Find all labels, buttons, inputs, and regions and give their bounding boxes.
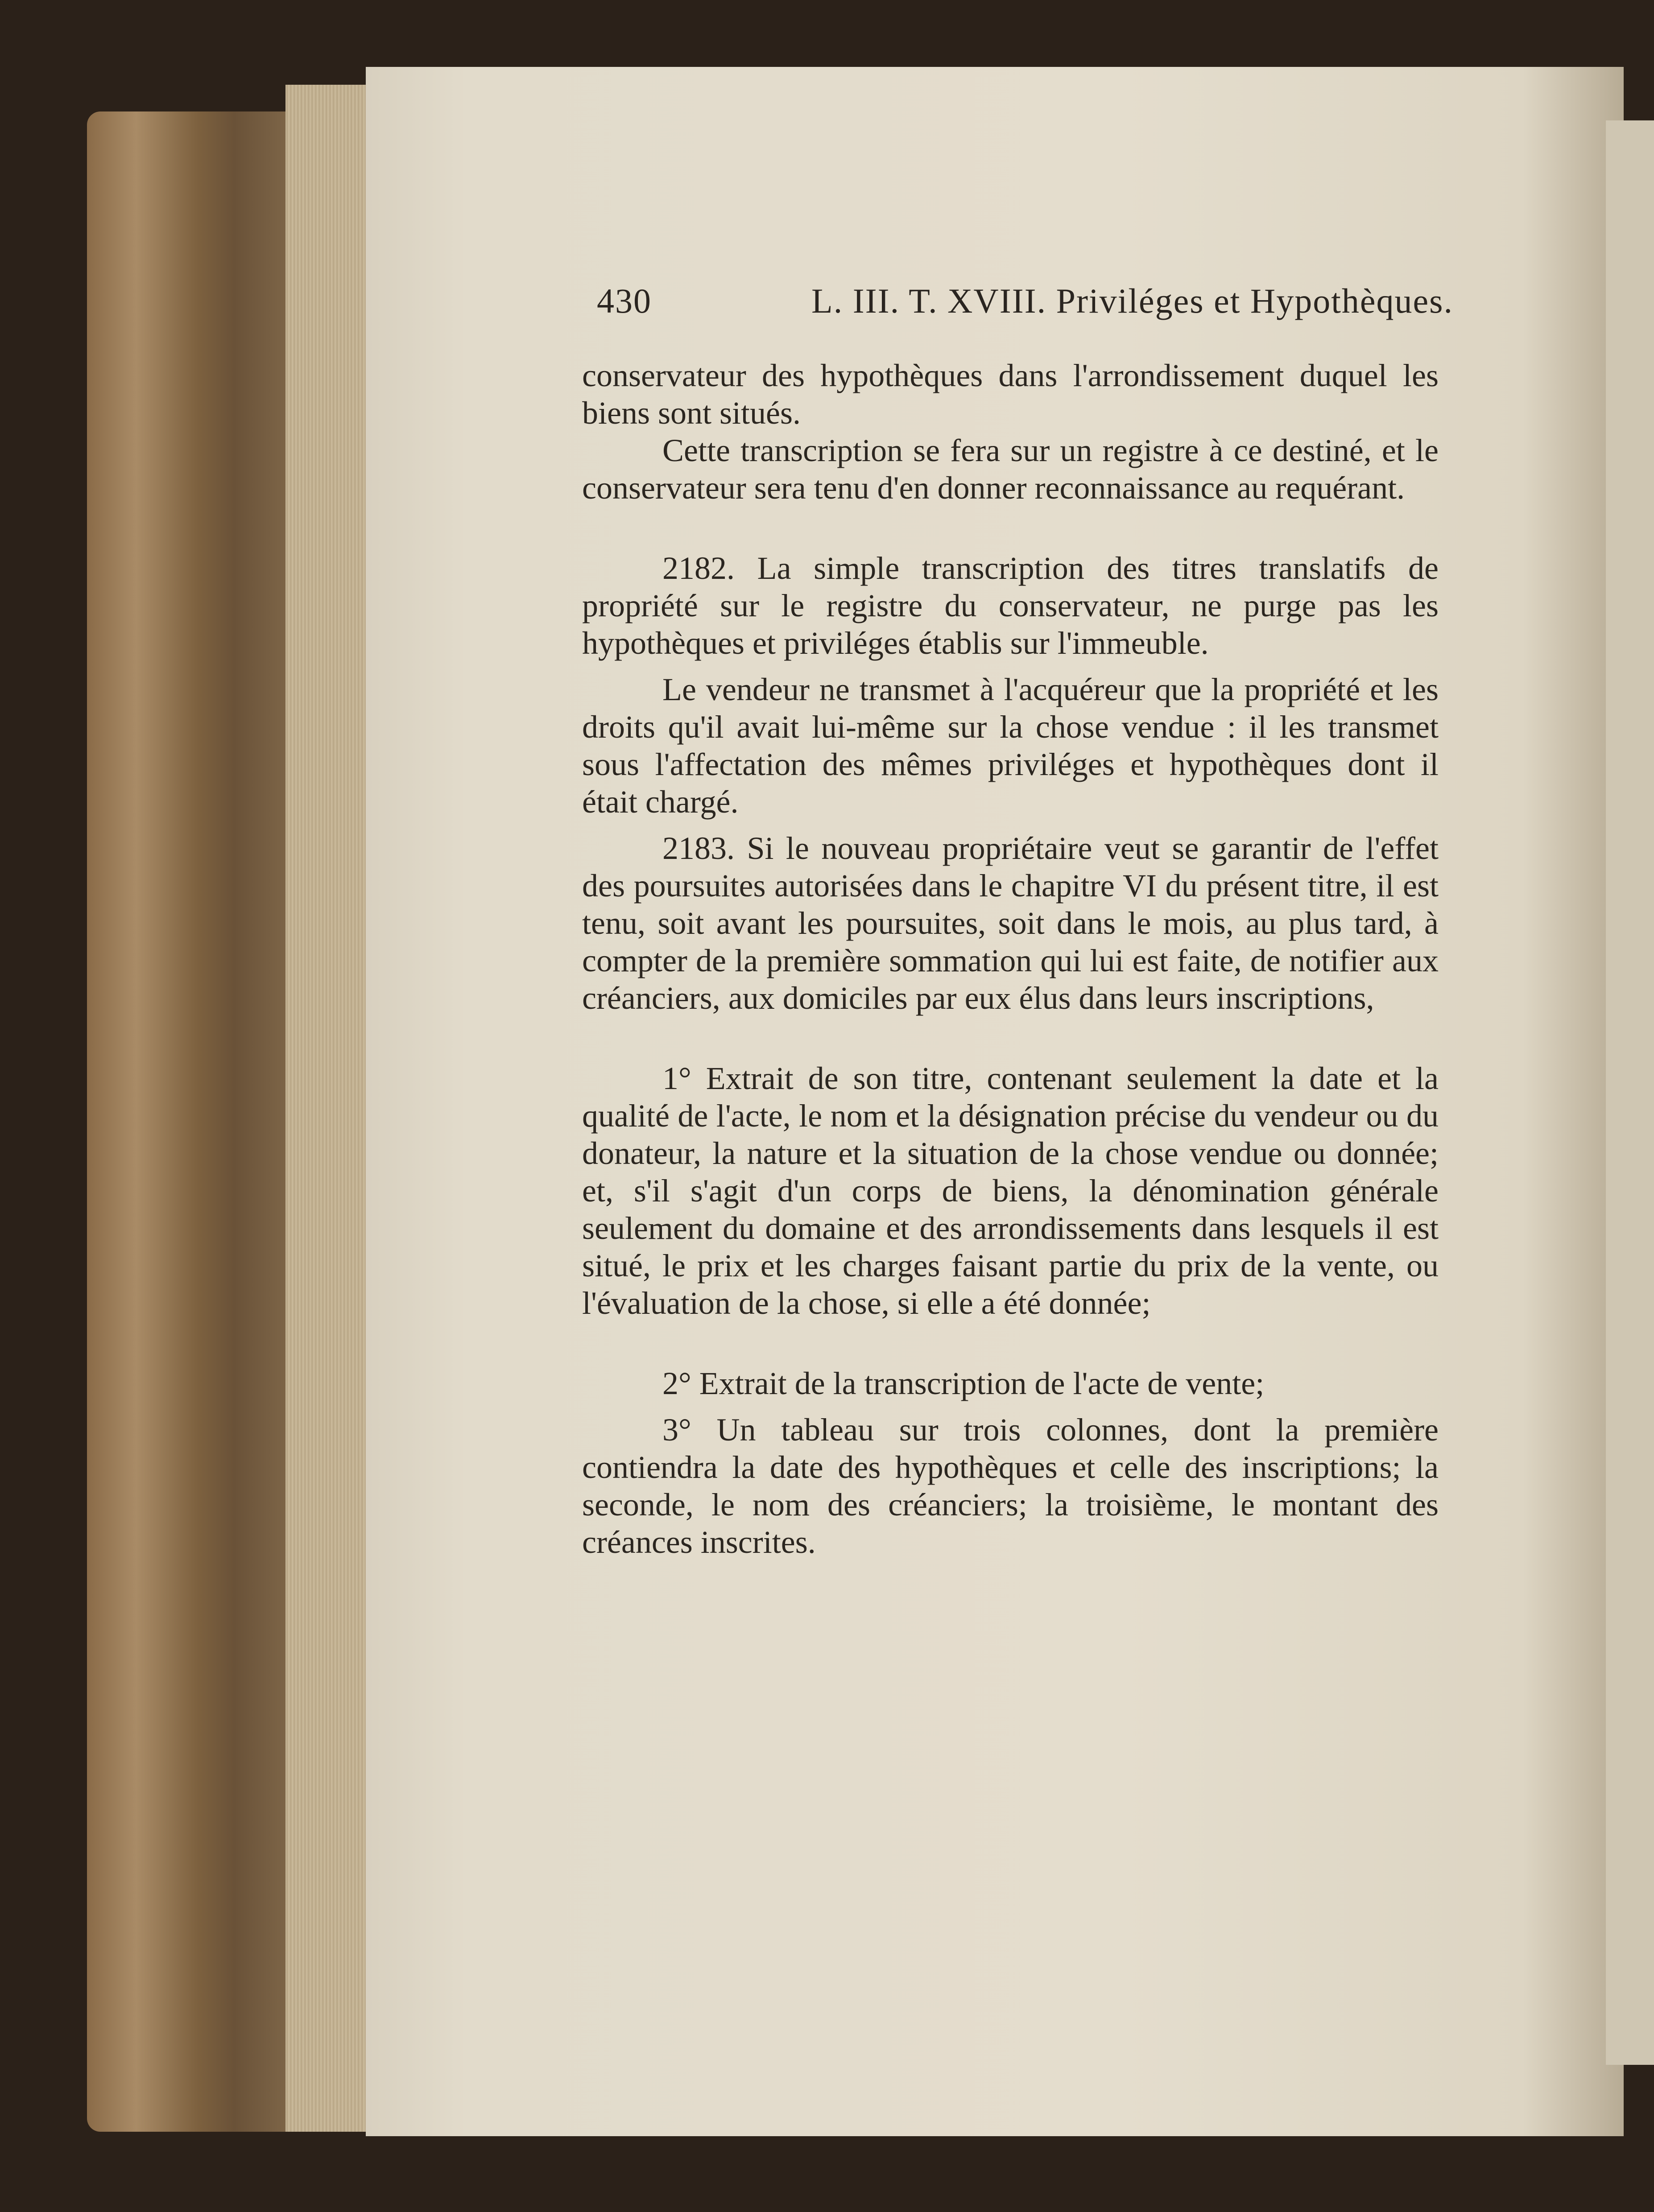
page-number: 430	[597, 281, 652, 320]
page-body	[582, 357, 1439, 1561]
facing-page-edge	[1606, 120, 1654, 2065]
paragraph: Le vendeur ne transmet à l'acquéreur que la propriété et les droits qu'il avait lui-même sur la chose vendue : il les transmet sous l'affectation des mêmes priviléges et hypothèques dont il était chargé.	[582, 672, 1439, 820]
article-2182: 2182. La simple transcription des titres translatifs de propriété sur le registre du conservateur, ne purge pas les hypothèques et priviléges établis sur l'immeuble.	[582, 550, 1439, 661]
list-item-1: 1° Extrait de son titre, contenant seulement la date et la qualité de l'acte, le nom et la désignation précise du vendeur ou du donateur, la nature et la situation de la chose vendue ou donnée; et, s'il s'agit d'un corps de biens, la dénomination générale seulement du domaine et des arrondissements dans lesquels il est situé, le prix et les charges faisant partie du prix de la vente, ou l'évaluation de la chose, si elle a été donnée;	[582, 1061, 1439, 1321]
paragraph: conservateur des hypothèques dans l'arrondissement duquel les biens sont situés.	[582, 358, 1439, 431]
list-item-2: 2° Extrait de la transcription de l'acte de vente;	[662, 1366, 1265, 1401]
article-2183: 2183. Si le nouveau propriétaire veut se garantir de l'effet des poursuites autorisées dans le chapitre VI du présent titre, il est tenu, soit avant les poursuites, soit dans le mois, au plus tard, à compter de la première sommation qui lui est faite, de notifier aux créanciers, aux domiciles par eux élus dans leurs inscriptions,	[582, 830, 1439, 1016]
running-header	[597, 281, 1453, 321]
running-title: L. III. T. XVIII. Priviléges et Hypothèques.	[811, 281, 1453, 320]
paragraph: Cette transcription se fera sur un registre à ce destiné, et le conservateur sera tenu d'en donner reconnaissance au requérant.	[582, 433, 1439, 506]
list-item-3: 3° Un tableau sur trois colonnes, dont la première contiendra la date des hypothèques et celle des inscriptions; la seconde, le nom des créanciers; la troisième, le montant des créances inscrites.	[582, 1412, 1439, 1560]
